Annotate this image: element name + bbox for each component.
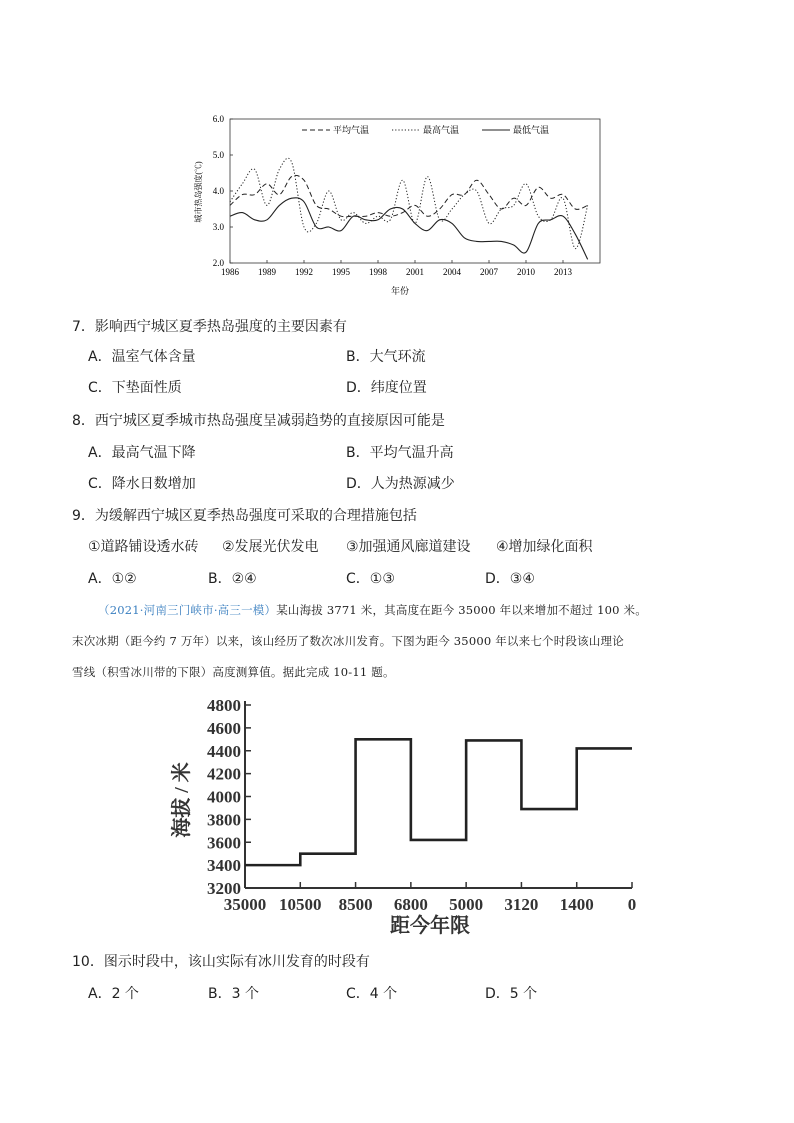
y-tick-label: 4000 (207, 787, 241, 807)
q7-option-c[interactable]: C．下垫面性质 (88, 380, 182, 396)
y-tick-label: 4200 (207, 764, 241, 784)
question-8-stem: 8．西宁城区夏季城市热岛强度呈减弱趋势的直接原因可能是 (72, 413, 445, 429)
series-line-3 (230, 198, 588, 260)
q9-option-a[interactable]: A．①② (88, 571, 137, 587)
x-tick-label: 5000 (449, 895, 484, 914)
q7-option-d[interactable]: D．纬度位置 (346, 380, 427, 396)
y-tick-label: 3400 (207, 856, 241, 876)
series-line-1 (230, 175, 588, 216)
q8-option-c[interactable]: C．降水日数增加 (88, 476, 196, 492)
x-tick-label: 2001 (406, 267, 424, 277)
q9-item-1: ①道路铺设透水砖 (88, 539, 199, 555)
series-line-2 (230, 158, 588, 248)
q9-item-4: ④增加绿化面积 (496, 539, 593, 555)
q9-option-d[interactable]: D．③④ (485, 571, 535, 587)
q9-option-c[interactable]: C．①③ (346, 571, 395, 587)
y-tick-label: 4.0 (212, 186, 224, 196)
question-10-stem: 10．图示时段中，该山实际有冰川发育的时段有 (72, 954, 370, 970)
x-tick-label: 2013 (554, 267, 572, 277)
legend-label-1: 平均气温 (333, 125, 370, 135)
x-axis-title: 距今年限 (390, 915, 470, 937)
y-tick-label: 3200 (207, 879, 241, 898)
q9-option-b[interactable]: B．②④ (208, 571, 257, 587)
intro-line-1 (98, 602, 758, 618)
x-tick-label: 1400 (559, 895, 594, 914)
question-7-stem: 7．影响西宁城区夏季热岛强度的主要因素有 (72, 319, 347, 335)
q9-item-3: ③加强通风廊道建设 (346, 539, 471, 555)
x-tick-label: 3120 (504, 895, 539, 914)
x-axis-title: 年份 (390, 286, 410, 296)
intro-line-2: 末次冰期（距今约 7 万年）以来，该山经历了数次冰川发育。下图为距今 35000 年以来七个时段该山理论 (72, 634, 624, 648)
x-tick-label: 1995 (332, 267, 350, 277)
y-tick-label: 3800 (207, 810, 241, 830)
intro-text-1: 某山海拔 3771 米，其高度在距今 35000 年以来增加不超过 100 米。 (276, 603, 647, 617)
source-tag: （2021·河南三门峡市·高三一模） (98, 603, 277, 617)
y-axis-title: 海拔 / 米 (171, 762, 193, 838)
x-tick-label: 1986 (221, 267, 239, 277)
q8-option-a[interactable]: A．最高气温下降 (88, 445, 196, 461)
x-tick-label: 2004 (443, 267, 461, 277)
x-tick-label: 1998 (369, 267, 387, 277)
x-tick-label: 1992 (295, 267, 313, 277)
snowline-step-line (245, 739, 632, 865)
y-tick-label: 5.0 (212, 150, 224, 160)
x-tick-label: 1989 (258, 267, 276, 277)
legend-label-3: 最低气温 (513, 125, 550, 135)
question-9-stem: 9．为缓解西宁城区夏季热岛强度可采取的合理措施包括 (72, 508, 417, 524)
x-tick-label: 6800 (393, 895, 428, 914)
q10-option-c[interactable]: C．4 个 (346, 986, 398, 1002)
x-tick-label: 10500 (279, 895, 322, 914)
x-tick-label: 2010 (517, 267, 535, 277)
q7-option-a[interactable]: A．温室气体含量 (88, 349, 196, 365)
x-tick-label: 2007 (480, 267, 498, 277)
q8-option-b[interactable]: B．平均气温升高 (346, 445, 454, 461)
y-tick-label: 2.0 (212, 258, 224, 268)
q10-option-b[interactable]: B．3 个 (208, 986, 259, 1002)
x-tick-label: 8500 (338, 895, 373, 914)
snowline-step-chart (160, 690, 650, 945)
legend-label-2: 最高气温 (423, 125, 460, 135)
y-tick-label: 4800 (207, 696, 241, 715)
plot-frame (230, 119, 600, 263)
q7-option-b[interactable]: B．大气环流 (346, 349, 426, 365)
y-tick-label: 4400 (207, 741, 241, 761)
x-tick-label: 35000 (223, 895, 267, 914)
intro-line-3: 雪线（积雪冰川带的下限）高度测算值。据此完成 10-11 题。 (72, 665, 395, 679)
y-tick-label: 3600 (207, 833, 241, 853)
y-tick-label: 3.0 (212, 222, 224, 232)
q10-option-d[interactable]: D．5 个 (485, 986, 538, 1002)
x-tick-label: 0 (627, 895, 637, 914)
y-tick-label: 4600 (207, 718, 241, 738)
q9-item-2: ②发展光伏发电 (222, 539, 319, 555)
q8-option-d[interactable]: D．人为热源减少 (346, 476, 455, 492)
heat-island-line-chart (180, 108, 610, 300)
y-axis-title: 城市热岛强度(℃) (194, 161, 203, 223)
q10-option-a[interactable]: A．2 个 (88, 986, 139, 1002)
y-tick-label: 6.0 (212, 114, 224, 124)
